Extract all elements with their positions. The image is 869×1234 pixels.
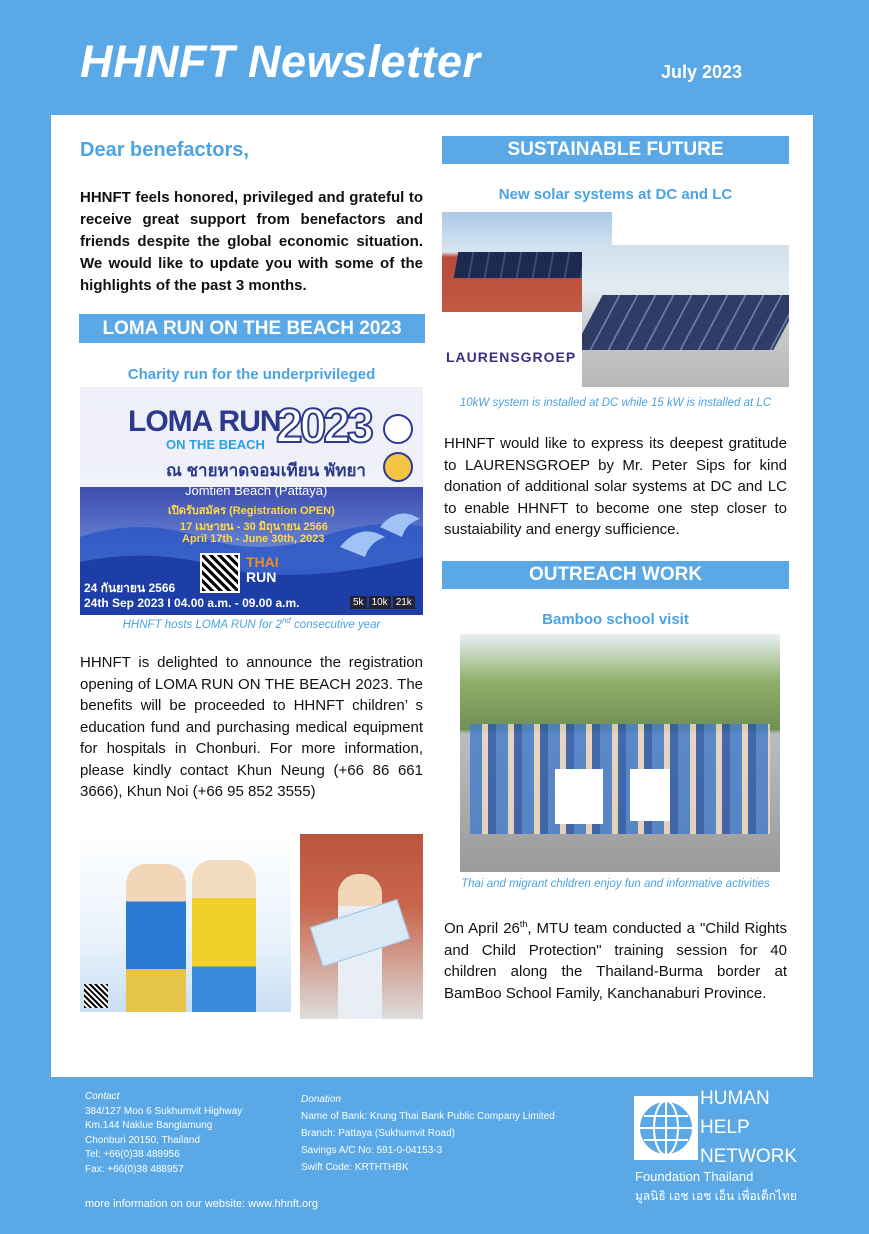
hhn-logo-thai: มูลนิธิ เอช เอช เอ็น เพื่อเด็กไทย bbox=[635, 1189, 797, 1203]
loma-section-banner: LOMA RUN ON THE BEACH 2023 bbox=[79, 314, 425, 343]
greeting-heading: Dear benefactors, bbox=[80, 139, 249, 161]
sustainable-subtitle: New solar systems at DC and LC bbox=[498, 186, 733, 203]
poster-thai-location: ณ ชายหาดจอมเทียน พัทยา bbox=[166, 461, 366, 480]
loma-body-paragraph: HHNFT is delighted to announce the registration opening of LOMA RUN ON THE BEACH 2023. The benefits will be proceeded to HHNFT children’ s education fund and purchasing medical equipment for hospitals in Chonburi. For more information, please kindly contact Khun Neung (+66 86 661 3666), Khun Noi (+66 95 852 3555) bbox=[80, 654, 423, 800]
hhn-logo-text bbox=[700, 1084, 797, 1171]
loma-runners-photo bbox=[80, 834, 291, 1012]
outreach-subtitle: Bamboo school visit bbox=[542, 611, 689, 628]
footer-donation bbox=[301, 1091, 555, 1176]
footer-contact-label: Contact bbox=[85, 1091, 120, 1102]
sustainable-body-paragraph: HHNFT would like to express its deepest gratitude to LAURENSGROEP by Mr. Peter Sips for kind donation of additional solar systems at DC and LC to enable HHNFT to become one step closer to sustaiability and energy sufficience. bbox=[444, 435, 787, 538]
hhn-logo-line: NETWORK bbox=[700, 1146, 798, 1167]
newsletter-title: HHNFT Newsletter bbox=[80, 36, 481, 87]
footer-donation-line: Name of Bank: Krung Thai Bank Public Company Limited bbox=[301, 1111, 555, 1122]
poster-location: Jomtien Beach (Pattaya) bbox=[185, 483, 328, 498]
footer-contact-line: Fax: +66(0)38 488957 bbox=[85, 1163, 184, 1175]
footer-donation-line: Savings A/C No: 591-0-04153-3 bbox=[301, 1145, 443, 1156]
hhn-logo-foundation: Foundation Thailand bbox=[635, 1169, 754, 1184]
poster-dates: April 17th - June 30th, 2023 bbox=[182, 533, 325, 545]
poster-distance-10k: 10k bbox=[369, 596, 391, 609]
hhn-logo-line: HUMAN bbox=[700, 1088, 770, 1109]
poster-distance-21k: 21k bbox=[393, 596, 415, 609]
poster-qr-code bbox=[200, 553, 240, 593]
outreach-body-paragraph: On April 26th, MTU team conducted a "Child Rights and Child Protection" training session for 40 children along the Thailand-Burma border at BamBoo School Family, Kanchanaburi Province. bbox=[444, 919, 787, 1002]
poster-thai-event-date: 24 กันยายน 2566 bbox=[84, 581, 176, 595]
poster-year: 2023 bbox=[276, 400, 371, 453]
globe-icon bbox=[634, 1096, 698, 1160]
poster-thai-run-logo-2: RUN bbox=[246, 569, 277, 585]
intro-paragraph: HHNFT feels honored, privileged and grateful to receive great support from benefactors and friends despite the global economic situation. We would like to update you with some of the highlights of the past 3 months. bbox=[80, 189, 423, 294]
bamboo-school-group-photo bbox=[460, 634, 780, 872]
footer-donation-line: Swift Code: KRTHTHBK bbox=[301, 1162, 409, 1173]
poster-event-date: 24th Sep 2023 I 04.00 a.m. - 09.00 a.m. bbox=[84, 596, 300, 610]
loma-run-poster bbox=[80, 387, 423, 615]
sustainable-section-banner: SUSTAINABLE FUTURE bbox=[442, 136, 789, 164]
loma-caption: HHNFT hosts LOMA RUN for 2nd consecutive year bbox=[122, 616, 381, 631]
sustainable-caption: 10kW system is installed at DC while 15 kW is installed at LC bbox=[459, 397, 772, 409]
footer-website[interactable]: more information on our website: www.hhnft.org bbox=[85, 1198, 318, 1210]
footer-contact bbox=[85, 1090, 242, 1177]
footer-donation-label: Donation bbox=[301, 1094, 342, 1105]
footer-contact-line: Km.144 Naklue Banglamung bbox=[85, 1120, 213, 1131]
footer-contact-line: Chonburi 20150, Thailand bbox=[85, 1134, 200, 1146]
poster-thai-dates: 17 เมษายน - 30 มิถุนายน 2566 bbox=[180, 521, 328, 533]
outreach-section-banner: OUTREACH WORK bbox=[442, 561, 789, 589]
poster-thai-run-logo: THAI bbox=[246, 554, 279, 570]
footer-donation-line: Branch: Pattaya (Sukhumvit Road) bbox=[301, 1128, 455, 1139]
poster-loma: LOMA bbox=[128, 405, 212, 438]
newsletter-date: July 2023 bbox=[661, 62, 743, 82]
hhn-logo-line: HELP bbox=[700, 1117, 750, 1138]
footer-contact-line: 384/127 Moo 6 Sukhumvit Highway bbox=[85, 1105, 243, 1117]
laurensgroep-logo: LAURENSGROEP bbox=[446, 349, 577, 365]
solar-panels-lc-photo bbox=[582, 245, 789, 387]
runner-with-flag-photo bbox=[300, 834, 423, 1019]
loma-subtitle: Charity run for the underprivileged bbox=[127, 366, 376, 383]
poster-on-the-beach: ON THE BEACH bbox=[166, 437, 265, 452]
poster-registration: เปิดรับสมัคร (Registration OPEN) bbox=[168, 505, 335, 517]
poster-run: RUN bbox=[218, 405, 281, 438]
outreach-caption: Thai and migrant children enjoy fun and informative activities bbox=[461, 878, 770, 890]
poster-distance-5k: 5k bbox=[350, 596, 367, 609]
footer-contact-line: Tel: +66(0)38 488956 bbox=[85, 1149, 180, 1160]
